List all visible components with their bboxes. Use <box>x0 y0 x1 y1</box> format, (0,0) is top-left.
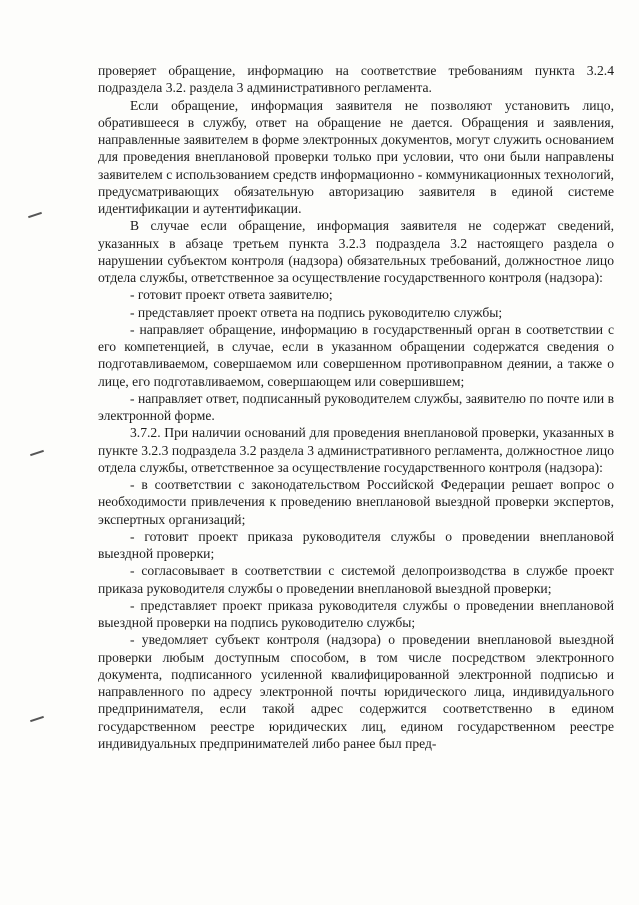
paragraph: - готовит проект ответа заявителю; <box>130 287 333 303</box>
paragraph: - представляет проект приказа руководителя службы о проведении внеплановой выездной проверки на подпись руководителю службы; <box>98 597 614 630</box>
paragraph: - представляет проект ответа на подпись руководителю службы; <box>130 304 503 320</box>
paragraph: - согласовывает в соответствии с системой делопроизводства в службе проект приказа руководителя службы о проведении внеплановой выездной проверки; <box>98 563 614 596</box>
margin-mark <box>30 716 44 722</box>
document-page <box>98 62 614 752</box>
paragraph: Если обращение, информация заявителя не позволяют установить лицо, обратившееся в службу, ответ на обращение не дается. Обращения и заявления, направленные заявителем в форме электронных документов, могут служить основанием для проведения внеплановой проверки только при условии, что они были направлены заявителем с использованием средств информационно - коммуникационных технологий, предусматривающих обязательную авторизацию заявителя в единой системе идентификации и аутентификации. <box>98 97 614 216</box>
paragraph: проверяет обращение, информацию на соответствие требованиям пункта 3.2.4 подраздела 3.2. раздела 3 административного регламента. <box>98 63 614 96</box>
paragraph: - в соответствии с законодательством Российской Федерации решает вопрос о необходимости привлечения к проведению внеплановой выездной проверки экспертов, экспертных организаций; <box>98 477 614 527</box>
paragraph: - готовит проект приказа руководителя службы о проведении внеплановой выездной проверки; <box>98 528 614 561</box>
paragraph: В случае если обращение, информация заявителя не содержат сведений, указанных в абзаце третьем пункта 3.2.3 подраздела 3.2 настоящего раздела о нарушении субъектом контроля (надзора) обязательных требований, должностное лицо отдела службы, ответственное за осуществление государственного контроля (надзора): <box>98 218 614 285</box>
paragraph: 3.7.2. При наличии оснований для проведения внеплановой проверки, указанных в пункте 3.2.3 подраздела 3.2 раздела 3 административного регламента, должностное лицо отдела службы, ответственное за осуществление государственного контроля (надзора): <box>98 425 614 475</box>
paragraph: - уведомляет субъект контроля (надзора) о проведении внеплановой выездной проверки любым доступным способом, в том числе посредством электронного документа, подписанного усиленной квалифицированной электронной подписью и направленного по адресу электронной почты юридического лица, индивидуального предпринимателя, если такой адрес содержится соответственно в едином государственном реестре юридических лиц, едином государственном реестре индивидуальных предпринимателей либо ранее был пред- <box>98 632 614 751</box>
margin-mark <box>28 212 42 218</box>
paragraph: - направляет обращение, информацию в государственный орган в соответствии с его компетенцией, в случае, если в указанном обращении содержатся сведения о подготавливаемом, совершаемом или совершенном противоправном деянии, а также о лице, его подготавливаемом, совершающем или совершившем; <box>98 321 614 389</box>
margin-mark <box>30 450 44 456</box>
paragraph: - направляет ответ, подписанный руководителем службы, заявителю по почте или в электронной форме. <box>98 390 614 423</box>
